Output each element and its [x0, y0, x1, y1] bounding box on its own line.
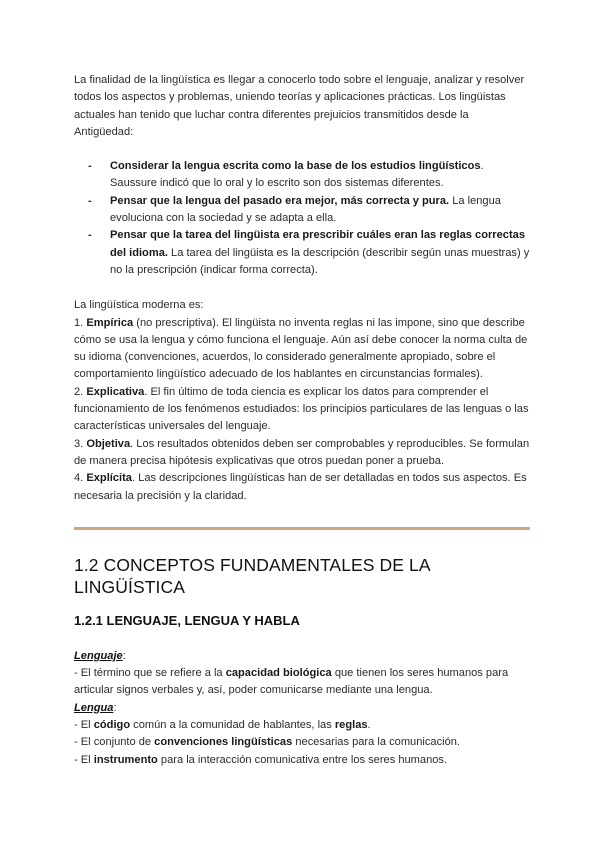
- list-item: [74, 193, 530, 228]
- definitions: [74, 648, 530, 769]
- definition-line: - El conjunto de convenciones lingüísticas necesarias para la comunicación.: [74, 736, 461, 749]
- list-item-text: . Saussure indicó que lo oral y lo escrito son dos sistemas diferentes.: [110, 160, 484, 190]
- modern-linguistics-section: [74, 297, 530, 505]
- dash-bullet: -: [88, 229, 92, 242]
- term-lenguaje: Lenguaje:: [74, 649, 126, 662]
- list-item-bold: Pensar que la tarea del lingüista era prescribir cuáles eran las reglas correctas del idioma.: [110, 229, 525, 259]
- term-lengua: Lengua:: [74, 701, 117, 714]
- subsection-heading: 1.2.1 LENGUAJE, LENGUA Y HABLA: [74, 612, 300, 628]
- definition-line: - El instrumento para la interacción comunicativa entre los seres humanos.: [74, 753, 448, 766]
- section-divider: [74, 527, 530, 530]
- modern-item: 4. Explícita. Las descripciones lingüísticas han de ser detalladas en todos sus aspectos. Es necesaria la precisión y la claridad.: [74, 472, 527, 502]
- modern-item: 3. Objetiva. Los resultados obtenidos deben ser comprobables y reproducibles. Se formulan de manera precisa hipótesis explicativas que otros puedan poner a prueba.: [74, 437, 530, 467]
- list-item: [74, 227, 530, 279]
- definition-line: - El código común a la comunidad de hablantes, las reglas.: [74, 719, 371, 732]
- list-item-text: La tarea del lingüista es la descripción (describir según unas muestras) y no la prescripción (indicar forma correcta).: [110, 246, 530, 276]
- intro-paragraph: La finalidad de la lingüística es llegar a conocerlo todo sobre el lenguaje, analizar y resolver todos los aspectos y problemas, uniendo teorías y aplicaciones prácticas. Los lingüistas actuales han tenido que luchar contra diferentes prejuicios transmitidos desde la Antigüedad:: [74, 74, 525, 138]
- list-item-text: La lengua evoluciona con la sociedad y se adapta a ella.: [110, 194, 501, 225]
- modern-item: 2. Explicativa. El fin último de toda ciencia es explicar los datos para comprender el funcionamiento de los fenómenos estudiados: los principios particulares de las lenguas o las características universales del lenguaje.: [74, 385, 529, 433]
- definition-line: - El término que se refiere a la capacidad biológica que tienen los seres humanos para articular signos verbales y, así, poder comunicarse mediante una lengua.: [74, 667, 509, 697]
- document-page: [74, 72, 530, 769]
- dash-bullet: -: [88, 160, 92, 173]
- modern-intro: La lingüística moderna es:: [74, 299, 204, 312]
- list-item: [74, 158, 530, 193]
- dash-bullet: -: [88, 194, 92, 207]
- modern-item: 1. Empírica (no prescriptiva). El lingüista no inventa reglas ni las impone, sino que describe cómo se usa la lengua y cómo funciona el lenguaje. Aún así debe conocer la norma culta de su idioma (convenciones, acuerdos, lo considerado generalmente apropiado, sobre el comportamiento lingüístico adecuado de los hablantes en circunstancias formales).: [74, 316, 528, 381]
- prejudices-list: [74, 158, 530, 279]
- list-item-bold: Pensar que la lengua del pasado era mejor, más correcta y pura.: [110, 194, 450, 207]
- list-item-bold: Considerar la lengua escrita como la base de los estudios lingüísticos: [110, 160, 481, 173]
- section-heading: 1.2 CONCEPTOS FUNDAMENTALES DE LA LINGÜÍSTICA: [74, 554, 430, 597]
